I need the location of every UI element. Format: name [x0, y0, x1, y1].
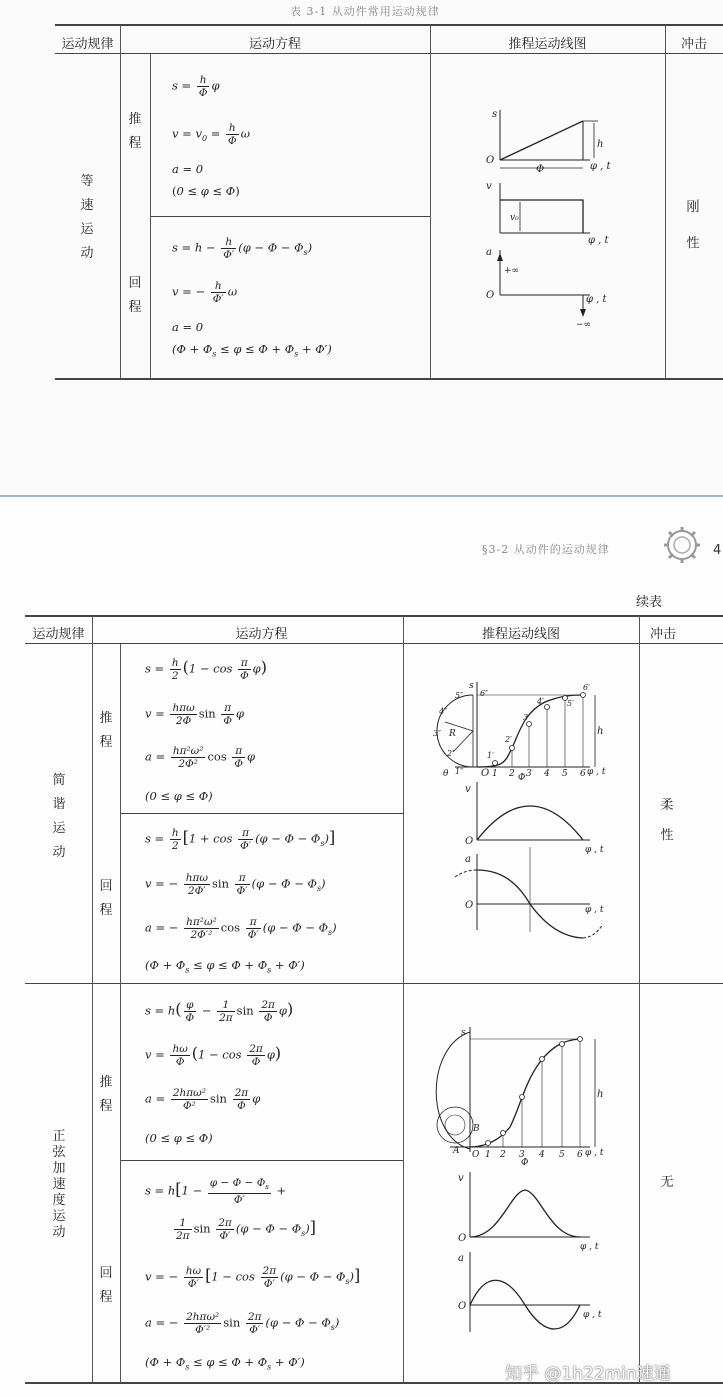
- t2-col-divider-1: [92, 616, 93, 1383]
- eq-uniform-rise-range: (0 ≤ φ ≤ Φ): [172, 184, 240, 198]
- harmonic-return-label: 回程: [99, 879, 113, 918]
- minus-inf-label: −∞: [576, 320, 592, 330]
- header-equation: 运动方程: [248, 37, 301, 52]
- origin-sine-a: O: [458, 1301, 467, 1312]
- sine-rise-label: 推程: [99, 1075, 113, 1114]
- s-tick-4: 4: [539, 1150, 545, 1160]
- origin-label: O: [486, 155, 495, 166]
- header-bottom-rule: [55, 53, 723, 54]
- A-label: A: [453, 1146, 460, 1156]
- R-label: R: [449, 729, 456, 739]
- phi-t-sine-3: φ , t: [583, 1310, 602, 1320]
- origin-label-a: O: [486, 290, 495, 301]
- circle-pt-6: 6″: [480, 689, 489, 698]
- circle-pt-5: 5″: [455, 691, 464, 700]
- phi-t-sine-1: φ , t: [585, 1148, 604, 1158]
- table2-top-rule: [25, 615, 723, 617]
- rise-return-divider: [150, 216, 430, 217]
- law-sine: 正弦加速度运动: [52, 1129, 66, 1240]
- t2-col-divider-2: [120, 644, 121, 1383]
- running-header: §3-2 从动件的运动规律: [482, 543, 610, 556]
- page-2: [0, 497, 723, 1397]
- eq-uniform-return-s: s = h − $\frac{h}{\Phi'}$ $(\varphi - \Phi - \Phi_s)$: [172, 236, 313, 261]
- eq-harmonic-return-s: s = $\frac{h}{2}$ [1 + cos $\frac{\pi}{\Phi'}$ $(\varphi - \Phi - \Phi_s)$]: [145, 827, 336, 852]
- phi-t-harm-2: φ , t: [585, 845, 604, 855]
- return-label: 回程: [128, 276, 142, 315]
- eq-uniform-rise-s: s = $\frac{h}{\Phi}$ φ: [172, 74, 220, 99]
- impact-none: 无: [660, 1175, 674, 1190]
- table-top-rule: [55, 24, 723, 26]
- gear-icon: [660, 523, 704, 567]
- a-axis-label: a: [486, 247, 492, 258]
- s-tick-1: 1: [485, 1150, 491, 1160]
- phi-t-sine-2: φ , t: [580, 1242, 599, 1252]
- col-divider-2: [150, 54, 151, 379]
- phi-t-harm-3: φ , t: [585, 905, 604, 915]
- t2-col-divider-3: [403, 616, 404, 1383]
- header-impact: 冲击: [680, 37, 707, 52]
- impact-soft: 柔性: [660, 798, 674, 843]
- t2-header-law: 运动规律: [32, 627, 85, 642]
- s-tick-6: 6: [577, 1150, 583, 1160]
- table-bottom-rule: [55, 378, 723, 380]
- header-law: 运动规律: [61, 37, 114, 52]
- v-label-sine: v: [458, 1173, 464, 1184]
- s-tick-3: 3: [519, 1150, 525, 1160]
- col-divider-4: [665, 25, 666, 379]
- tick-3: 3: [526, 769, 532, 779]
- origin-sine-v: O: [458, 1233, 467, 1244]
- s-tick-5: 5: [559, 1150, 565, 1160]
- eq-harmonic-return-a: a = − $\frac{\text{hπ²ω²}}{\text{2Φ′²}}$ cos $\frac{\pi}{\Phi'}$ $(\varphi - \Phi - \Phi_s)$: [145, 916, 337, 941]
- origin-harm-v: O: [465, 836, 474, 847]
- eq-sine-rise-a: a = $\frac{\text{2hπω²}}{\text{Φ²}}$ sin $\frac{2\pi}{\Phi}$ φ: [145, 1087, 261, 1112]
- plus-inf-label: +∞: [504, 266, 520, 276]
- eq-uniform-return-v: v = − $\frac{h}{\Phi'}$ ω: [172, 280, 238, 305]
- t2-header-equation: 运动方程: [235, 627, 288, 642]
- eq-harmonic-rise-a: a = $\frac{\text{hπ²ω²}}{\text{2Φ²}}$ cos $\frac{\pi}{\Phi}$ φ: [145, 745, 256, 770]
- circle-pt-1: 1″: [455, 767, 464, 776]
- page-number: 4: [713, 543, 722, 558]
- eq-sine-return-s1: s = h[1 − $\frac{\varphi - \Phi - \Phi_s}{\Phi'}$ +: [145, 1177, 287, 1207]
- continued-label: 续表: [636, 595, 663, 610]
- eq-sine-return-v: v = − $\frac{h\omega}{\Phi'}$ [1 − cos $\frac{2\pi}{\Phi'}$ $(\varphi - \Phi - \Phi_s)$]: [145, 1265, 361, 1290]
- col-divider-3: [430, 25, 431, 379]
- harmonic-rise-label: 推程: [99, 711, 113, 750]
- tick-4: 4: [544, 769, 550, 779]
- theta-label: θ: [443, 769, 449, 779]
- h-label: h: [597, 139, 604, 150]
- uniform-motion-diagram: [480, 105, 620, 330]
- harmonic-motion-diagram: [425, 682, 620, 952]
- curve-pt-3: 3′: [523, 713, 530, 722]
- eq-uniform-return-range: $(\Phi + \Phi_s \le \varphi \le \Phi + \Phi_s + \Phi')$: [172, 342, 332, 359]
- eq-sine-return-s2: $\frac{1}{2\pi}$ sin $\frac{2\pi}{\Phi'}$ $(\varphi - \Phi - \Phi_s)$]: [176, 1217, 316, 1242]
- eq-harmonic-rise-range: (0 ≤ φ ≤ Φ): [145, 789, 213, 803]
- eq-harmonic-return-range: $(\Phi + \Phi_s \le \varphi \le \Phi + \Phi_s + \Phi')$: [145, 958, 305, 975]
- h-label-harm: h: [597, 726, 604, 737]
- origin-harm: O: [481, 768, 490, 779]
- table2-header-rule: [25, 643, 723, 644]
- curve-pt-2: 2′: [505, 735, 512, 744]
- v-axis-label: v: [486, 181, 492, 192]
- eq-sine-return-a: a = − $\frac{\text{2hπω²}}{\text{Φ′²}}$ sin $\frac{2\pi}{\Phi'}$ $(\varphi - \Phi - \Phi_s)$: [145, 1311, 340, 1336]
- watermark: 知乎 @1h22min速通: [505, 1364, 671, 1384]
- Phi-label: Φ: [536, 164, 545, 175]
- v-label-harm: v: [465, 784, 471, 795]
- rise-label: 推程: [128, 112, 142, 151]
- eq-sine-return-range: $(\Phi + \Phi_s \le \varphi \le \Phi + \Phi_s + \Phi')$: [145, 1355, 305, 1372]
- eq-uniform-rise-a: a = 0: [172, 162, 204, 176]
- eq-sine-rise-s: s = h( $\frac{\varphi}{\Phi}$ − $\frac{1}{2\pi}$ sin $\frac{2\pi}{\Phi}$ φ): [145, 999, 294, 1024]
- s-axis-label: s: [492, 109, 498, 120]
- tick-2: 2: [509, 769, 515, 779]
- phi-t-harm-1: φ , t: [587, 767, 606, 777]
- h-label-sine: h: [597, 1089, 604, 1100]
- curve-pt-5: 5′: [567, 699, 574, 708]
- eq-sine-rise-v: v = $\frac{h\omega}{\Phi}$ (1 − cos $\frac{2\pi}{\Phi}$ φ): [145, 1043, 282, 1068]
- curve-pt-4: 4′: [537, 697, 544, 706]
- v0-label: v₀: [510, 213, 519, 223]
- t2-header-diagram: 推程运动线图: [481, 627, 560, 642]
- header-diagram: 推程运动线图: [508, 37, 587, 52]
- tick-5: 5: [562, 769, 568, 779]
- circle-pt-4: 4″: [439, 707, 448, 716]
- page-1: [0, 0, 723, 495]
- eq-sine-rise-range: (0 ≤ φ ≤ Φ): [145, 1131, 213, 1145]
- col-divider-1: [120, 25, 121, 379]
- s-label-harm: s: [469, 682, 474, 691]
- phi-t-label-2: φ , t: [588, 235, 609, 246]
- law-uniform: 等速运动: [80, 174, 94, 261]
- eq-harmonic-rise-s: s = $\frac{h}{2}$ (1 − cos $\frac{\pi}{\Phi}$ φ): [145, 657, 267, 682]
- B-label: B: [473, 1124, 480, 1134]
- eq-uniform-rise-v: $v = v_0$ = $\frac{h}{\Phi}$ ω: [172, 122, 250, 147]
- tick-6: 6: [580, 769, 586, 779]
- eq-harmonic-rise-v: v = $\frac{\text{hπω}}{2\Phi}$ sin $\frac{\pi}{\Phi}$ φ: [145, 702, 245, 727]
- origin-sine: O: [472, 1150, 480, 1160]
- impact-rigid: 刚性: [686, 200, 700, 251]
- sine-rise-return-divider: [120, 1160, 403, 1161]
- circle-pt-3: 3″: [433, 729, 442, 738]
- sine-return-label: 回程: [99, 1266, 113, 1305]
- law-harmonic: 简谐运动: [52, 773, 66, 860]
- origin-harm-a: O: [465, 900, 474, 911]
- s-tick-2: 2: [500, 1150, 506, 1160]
- Phi-label-harm: Φ: [518, 773, 526, 783]
- t2-col-divider-4: [639, 616, 640, 1383]
- tick-1: 1: [492, 769, 498, 779]
- sine-acceleration-diagram: [425, 1027, 620, 1342]
- t2-header-impact: 冲击: [649, 627, 676, 642]
- circle-pt-2: 2″: [447, 749, 456, 758]
- curve-pt-6: 6′: [583, 683, 590, 692]
- eq-harmonic-return-v: v = − $\frac{\text{hπω}}{2\Phi'}$ sin $\frac{\pi}{\Phi'}$ $(\varphi - \Phi - \Phi_s)$: [145, 872, 326, 897]
- s-label-sine: s: [461, 1028, 466, 1038]
- a-label-harm: a: [465, 854, 471, 865]
- a-label-sine: a: [458, 1253, 464, 1264]
- Phi-label-sine: Φ: [521, 1158, 529, 1168]
- curve-pt-1: 1′: [487, 751, 494, 760]
- row-divider: [25, 983, 723, 984]
- phi-t-label-1: φ , t: [590, 161, 611, 172]
- harmonic-rise-return-divider: [120, 813, 403, 814]
- eq-uniform-return-a: a = 0: [172, 320, 204, 334]
- table-caption: 表 3-1 从动件常用运动规律: [290, 5, 440, 18]
- phi-t-label-3: φ , t: [586, 294, 607, 305]
